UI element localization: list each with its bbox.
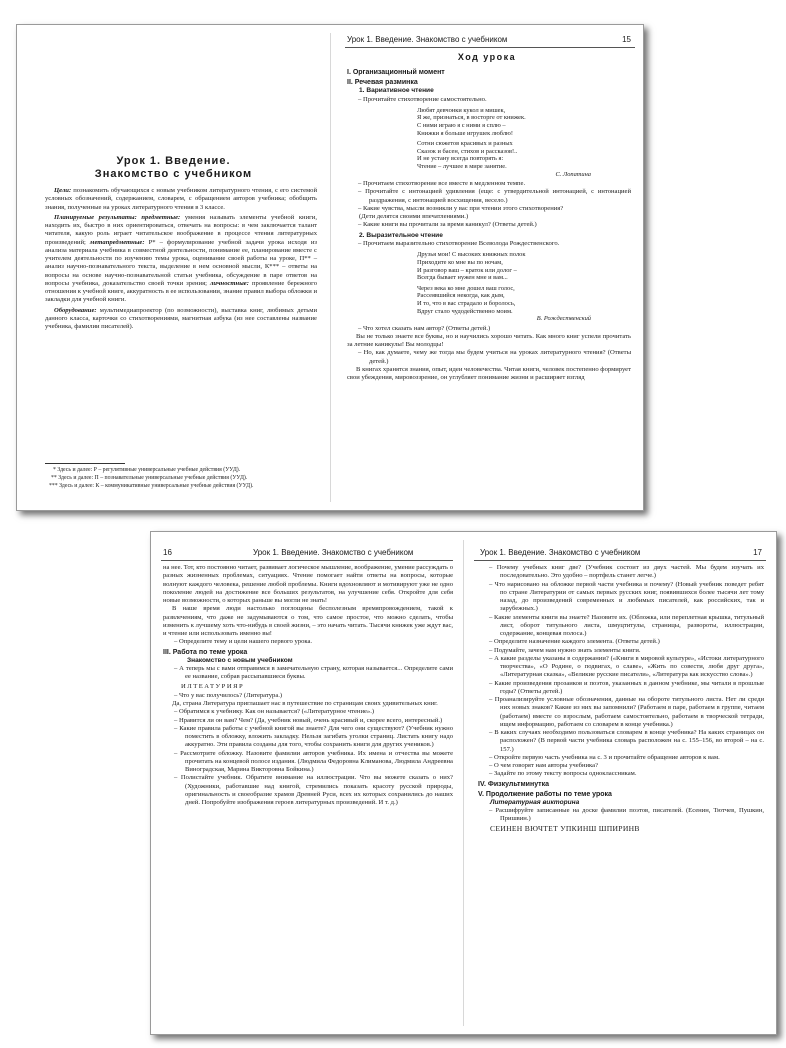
paragraph-3: – Определите тему и цели нашего первого урока. (174, 638, 313, 646)
question-r5: – Подумайте, зачем нам нужно знать элементы книги. (489, 646, 641, 654)
section-work-on-topic: III. Работа по теме урока (163, 648, 248, 656)
poem-rozhdestvensky-author (417, 315, 631, 323)
instruction-8: – Что хотел сказать нам автор? (Ответы детей.) (358, 324, 491, 332)
page-number: 17 (753, 548, 762, 557)
question-r3: – Какие элементы книги вы знаете? Назовите их. (Обложка, или переплетная крышка, титульный лист, оборот титульного листа, шмуцтитулы, страницы, развороты, иллюстрации, содержание, концевая полоса.) (489, 613, 764, 637)
poem-line: Рассеявшийся некогда, как дым, (417, 292, 505, 300)
goals-paragraph: Цели: познакомить обучающихся с новым учебником литературного чтения, с его системой условных обозначений, содержанием, словарем, с обращением авторов учебника; обобщить знания, полученные на уроках литературного чтения в 3 классе. (45, 187, 317, 211)
bottom-spread (150, 531, 777, 1035)
poem-line: Приходите ко мне вы по ночам, (417, 258, 503, 266)
sub-variative-reading: 1. Вариативное чтение (359, 87, 434, 94)
lesson-progress-heading: Ход урока (457, 52, 517, 62)
header-rule (345, 47, 635, 48)
footnote-3: *** Здесь и далее: К – коммуникативные универсальные учебные действия (УУД). (49, 483, 254, 489)
poem-lopatina (417, 107, 631, 171)
question-r1: – Почему учебных книг две? (Учебник состоит из двух частей. Мы будем изучать их последовательно. Это удобно – портфель станет легче.) (489, 564, 764, 580)
instruction-2: – Прочитаем стихотворение все вместе в медленном темпе. (358, 180, 526, 188)
paragraph-9: Вы не только знаете все буквы, но и научились хорошо читать. Как много книг успели прочитать за летние каникулы! Вы молодцы! (347, 332, 631, 349)
instruction-5: (Дети делятся своими впечатлениями.) (359, 213, 469, 221)
section-speech-warmup: II. Речевая разминка (347, 79, 418, 86)
page-17-body (478, 564, 764, 834)
poem-line: Через века ко мне дошел ваш голос, (417, 284, 515, 292)
poem-line: Друзья мои! С высоких книжных полок (417, 251, 526, 259)
sub-new-textbook: Знакомство с новым учебником (187, 656, 293, 664)
page-number: 15 (622, 35, 631, 44)
question-2: – Что у вас получилось? (Литература.) (174, 691, 283, 699)
question-r6: – А какие разделы указаны в содержании? («Книги в мировой культуре», «Истоки литературного творчества», «О Родине, о подвигах, о славе», «Жить по совести, любя друг друга», «Литературная сказка», «Великие русские писатели», «Литература как искусство слова».) (489, 654, 764, 679)
scrambled-names: СЕИНЕН ВЮЧТЕТ УПКИНШ ШПИРИНВ (490, 823, 640, 833)
lesson-title-line2: Знакомство с учебником (94, 168, 253, 180)
paragraph-1: на нее. Тот, кто постоянно читает, развивает логическое мышление, воображение, умение рассуждать о разных жизненных проблемах, ситуациях. Чтение помогает найти ответы на вопросы, которые волнуют каждого человека, решение любой проблемы. Книги вдохновляют и мотивируют уже не одно поколение людей на достижение все больших результатов, на улучшение себя. Откройте для себя новые возможности, о которых раньше вы могли не знать! (163, 564, 453, 604)
poem-line: С ними играю я с ними я сплю – (417, 121, 506, 129)
question-r2: – Что нарисовано на обложке первой части учебника и почему? (Новый учебник поведет ребят по стране Литературии от самых первых русских книг, появившихся более тысячи лет тому назад, до произведений современных и любимых писателей, как российских, так и зарубежных.) (489, 580, 764, 613)
poem-rozhdestvensky (417, 251, 631, 315)
instruction-1: – Прочитайте стихотворение самостоятельно. (358, 95, 487, 103)
question-4: – Обратимся к учебнику. Как он называется? («Литературное чтение».) (174, 708, 375, 716)
footnote-rule (45, 463, 125, 464)
running-head: Урок 1. Введение. Знакомство с учебником (253, 548, 414, 557)
page-number: 16 (163, 548, 172, 557)
page-14 (17, 25, 330, 510)
poem-line: Сотни сюжетов красивых и разных (417, 140, 513, 148)
poem-line: Вдруг стало чудодейственно моим. (417, 307, 513, 315)
sub-expressive-reading: 2. Выразительное чтение (359, 231, 443, 239)
section-organizational: I. Организационный момент (347, 69, 445, 76)
question-r10: – Откройте первую часть учебника на с. 3 и прочитайте обращение авторов к вам. (489, 753, 720, 761)
poem-lopatina-author (417, 171, 631, 179)
question-r7: – Какие произведения прозаиков и поэтов, указанных в данном учебнике, мы читали в прошлые годы? (Ответы детей.) (489, 679, 764, 695)
poem-line: Любят девчонки кукол и мишек, (417, 106, 506, 114)
question-8: – Полистайте учебник. Обратите внимание на иллюстрации. Что вы можете сказать о них? (Художники, работавшие над книгой, стремились показать красоту русской природы, оригинальность и своеобразие храмов Древней Руси, всех их которых сохранились до наших дней. Попробуйте изображения героев литературных произведений. И т. д.) (174, 774, 453, 806)
question-r8: – Проанализируйте условные обозначения, данные на обороте титульного листа. Нет ли среди них новых знаков? Какие из них вы запомнили? (Работаем в паре, работаем в группе, читаем (работаем) вместе со взрослым, работаем самостоятельно, работаем в творческой тетради, ищем информацию, работаем со словарем в конце учебника.) (489, 696, 764, 728)
poem-line: Чтение – лучшее в мире занятие. (417, 162, 507, 170)
paragraph-2: В наше время люди настолько поглощены бесполезным времяпровождением, такой к развлечениям, что даже не задумываются о том, что самое простое, что можно сделать, чтобы изменить к лучшему хоть что-нибудь в своей жизни, – это начать читать. Тысячи книжек уже ждут вас, и чтение или использовать именно вы! (163, 605, 454, 637)
scrambled-word: ИЛТЕАТУРИЯР (181, 682, 245, 690)
top-spread (16, 24, 644, 511)
section-physical-break: IV. Физкультминутка (478, 780, 549, 788)
footnote-1: * Здесь и далее: Р – регулятивные универсальные учебные действия (УУД). (53, 467, 241, 473)
instruction-4: – Какие чувства, мысли возникли у вас при чтении этого стихотворения? (358, 204, 564, 212)
instruction-3: – Прочитайте с интонацией удивления (еще: с утвердительной интонацией, с интонацией раздражения, с интонацией восхищения, весело.) (358, 188, 631, 204)
poem-line: И не устану всегда повторять я: (417, 155, 504, 163)
section-continue-work: V. Продолжение работы по теме урока (478, 790, 612, 798)
poem-line: Я же, признаться, в восторге от книжек. (417, 114, 526, 122)
page-15 (331, 25, 643, 510)
instruction-7: – Прочитаем выразительно стихотворение Всеволода Рождественского. (358, 240, 560, 248)
poem-line: Всегда бывает нужен мне и вам... (417, 274, 508, 282)
question-r13: – Расшифруйте записанные на доске фамилии поэтов, писателей. (Есенин, Тютчев, Пушкин, Пришвин.) (489, 807, 764, 823)
lesson-intro (45, 187, 317, 331)
poem-line: И то, что в вас страдало и боролось, (417, 299, 516, 307)
running-head: Урок 1. Введение. Знакомство с учебником (347, 35, 508, 44)
sub-literary-quiz: Литературная викторина (490, 798, 580, 806)
poem-line: Книжки я больше игрушек люблю! (417, 129, 513, 137)
paragraph-q3: Да, страна Литература приглашает нас в путешествие по страницам своих удивительных книг. (172, 700, 438, 707)
page-15-body (347, 67, 631, 382)
question-r11: – О чем говорят нам авторы учебника? (489, 762, 599, 769)
footnotes (45, 466, 320, 490)
question-5: – Нравится ли он вам? Чем? (Да, учебник новый, очень красивый и, скорее всего, интересный.) (174, 716, 443, 724)
instruction-6: – Какие книги вы прочитали за время каникул? (Ответы детей.) (358, 221, 537, 229)
poem-line: Сказок и басен, стихов и рассказов!.. (417, 147, 518, 155)
poem-author: С. Лопатина (555, 170, 591, 178)
lesson-title-line1: Урок 1. Введение. (116, 155, 231, 167)
question-r9: – В каких случаях необходимо пользоваться словарем в конце учебника? На каких страницах он расположен? (В первой части учебника словарь расположен на с. 155–156, во второй – на с. 157.) (489, 729, 764, 753)
footnote-2: ** Здесь и далее: П – познавательные универсальные учебные действия (УУД). (51, 475, 248, 481)
question-6: – Какие правила работы с учебной книгой вы знаете? Для чего они существуют? (Учебник нужно поместить в обложку, вложить закладку. Нельзя загибать уголки страниц. Листать книгу надо аккуратно. Эти правила созданы для того, чтобы сохранить книги для других учеников.) (174, 724, 453, 749)
poem-author: В. Рождественский (536, 315, 591, 323)
header-rule (161, 560, 453, 561)
equipment-paragraph: Оборудование: мультимедиапроектор (по возможности), выставка книг, любимых детьми данного класса, карточки со стихотворениями, магнитная азбука (из нее составлены название учебника, фамилии писателей). (45, 306, 317, 330)
poem-line: И разговор ваш – краток или долог – (417, 266, 517, 274)
question-1: – А теперь мы с вами отправимся в замечательную страну, которая называется... Определите сами ее название, собрав рассыпавшиеся буквы. (174, 665, 453, 681)
running-head: Урок 1. Введение. Знакомство с учебником (480, 548, 641, 557)
question-r12: – Задайте по этому тексту вопросы одноклассникам. (489, 770, 637, 778)
question-7: – Рассмотрите обложку. Назовите фамилии авторов учебника. Их имена и отчества вы можете прочитать на концевой полосе издания. (Людмила Федоровна Климанова, Людмила Андреевна Виноградская, Марина Викторовна Бойкина.) (174, 749, 453, 773)
page-16 (151, 532, 463, 1034)
results-paragraph: Планируемые результаты: предметные: умения называть элементы учебной книги, находить их, быстро в них ориентироваться, отвечать на вопросы: в чем заключается талант читателя, какую роль играет читательское воображение в процессе чтения литературных произведений; метапредметные: Р* – формулирование учебной задачи урока исходя из анализа материала учебника в совместной деятельности, понимание ее, планирование вместе с учителем деятельности по изучению темы урока, оценивание своей работы на уроке, П** – анализ научно-познавательного текста, выделение в нем основной мысли, К*** – ответы на вопросы на основе научно-познавательной статьи учебника, обсуждение в паре ответов на вопросы учебника, доказательство своей точки зрения; личностные: проявление бережного отношения к учебной книге, аккуратность в ее использовании, знание правил выбора обложки и закладки для учебной книги. (45, 213, 318, 304)
instruction-10: – Но, как думаете, чему же тогда мы будем учиться на уроках литературного чтения? (Ответы детей.) (358, 349, 631, 365)
page-16-body (163, 564, 453, 807)
lesson-title (17, 155, 330, 181)
page-17 (464, 532, 776, 1034)
paragraph-11: В книгах хранятся знания, опыт, идеи человечества. Читая книги, человек постепенно формирует свои убеждения, мировоззрение, он углубляет понимание жизни и расширяет взгляд (347, 365, 631, 382)
question-r4: – Определите назначение каждого элемента. (Ответы детей.) (489, 638, 660, 646)
header-rule (474, 560, 766, 561)
